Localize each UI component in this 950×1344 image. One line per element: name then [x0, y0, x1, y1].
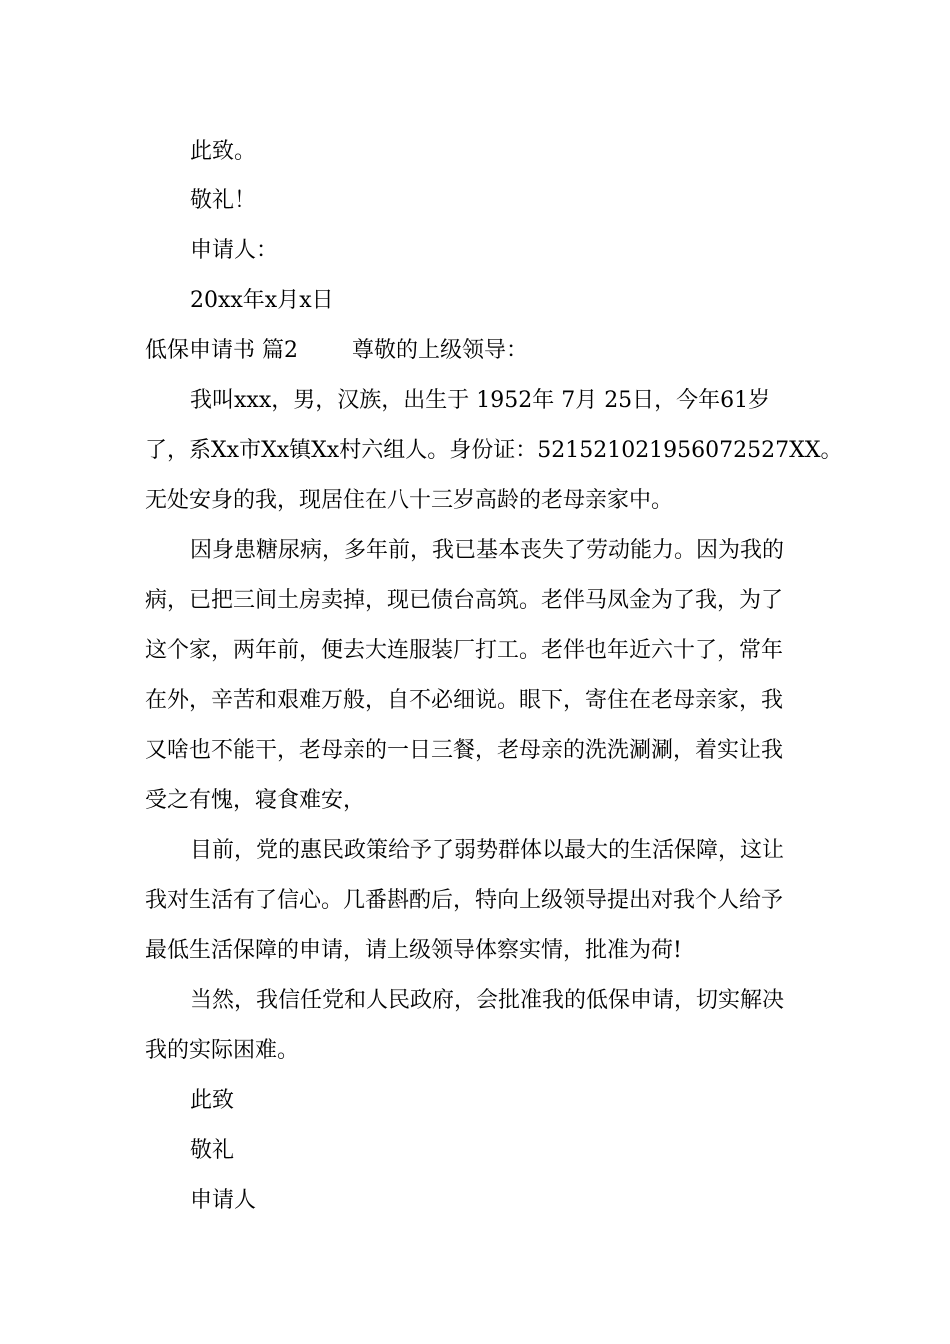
body-line: 了，系Xx市Xx镇Xx村六组人。身份证：5215210219560725​27XX。	[145, 438, 843, 463]
body-line: 病，已把三间土房卖掉，现已债台高筑。老伴马凤金为了我，为了	[145, 588, 784, 613]
closing-jingli: 敬礼！	[190, 188, 257, 213]
body-line: 目前，党的惠民政策给予了弱势群体以最大的生活保障，这让	[190, 838, 785, 863]
body-line: 最低生活保障的申请，请上级领导体察实情，批准为荷!	[145, 938, 682, 963]
body-line: 受之有愧，寝食难安，	[145, 788, 366, 813]
body-line: 又啥也不能干，老母亲的一日三餐，老母亲的洗洗涮涮，着实让我	[145, 738, 784, 763]
body-line: 无处安身的我，现居住在八十三岁高龄的老母亲家中。	[145, 488, 674, 513]
salutation: 尊敬的上级领导：	[352, 338, 529, 363]
closing-cizhi: 此致。	[190, 139, 257, 164]
body-line: 这个家，两年前，便去大连服装厂打工。老伴也年近六十了，常年	[145, 638, 784, 663]
closing-jingli: 敬礼	[190, 1138, 235, 1163]
body-line: 我的实际困难。	[145, 1038, 300, 1063]
closing-cizhi: 此致	[190, 1088, 235, 1113]
closing-applicant: 申请人：	[190, 238, 279, 263]
body-line: 当然，我信任党和人民政府，会批准我的低保申请，切实解决	[190, 988, 785, 1013]
closing-date: 20xx年x月x日	[190, 288, 334, 313]
body-line: 在外，辛苦和艰难万般，自不必细说。眼下，寄住在老母亲家，我	[145, 688, 784, 713]
closing-applicant: 申请人	[190, 1188, 257, 1213]
body-line: 我叫xxx，男，汉族，出生于 1952年 7月 25日，今年61岁	[190, 388, 771, 413]
letter-title: 低保申请书 篇2	[145, 338, 298, 363]
body-line: 因身患糖尿病，多年前，我已基本丧失了劳动能力。因为我的	[190, 538, 785, 563]
body-line: 我对生活有了信心。几番斟酌后，特向上级领导提出对我个人给予	[145, 888, 784, 913]
